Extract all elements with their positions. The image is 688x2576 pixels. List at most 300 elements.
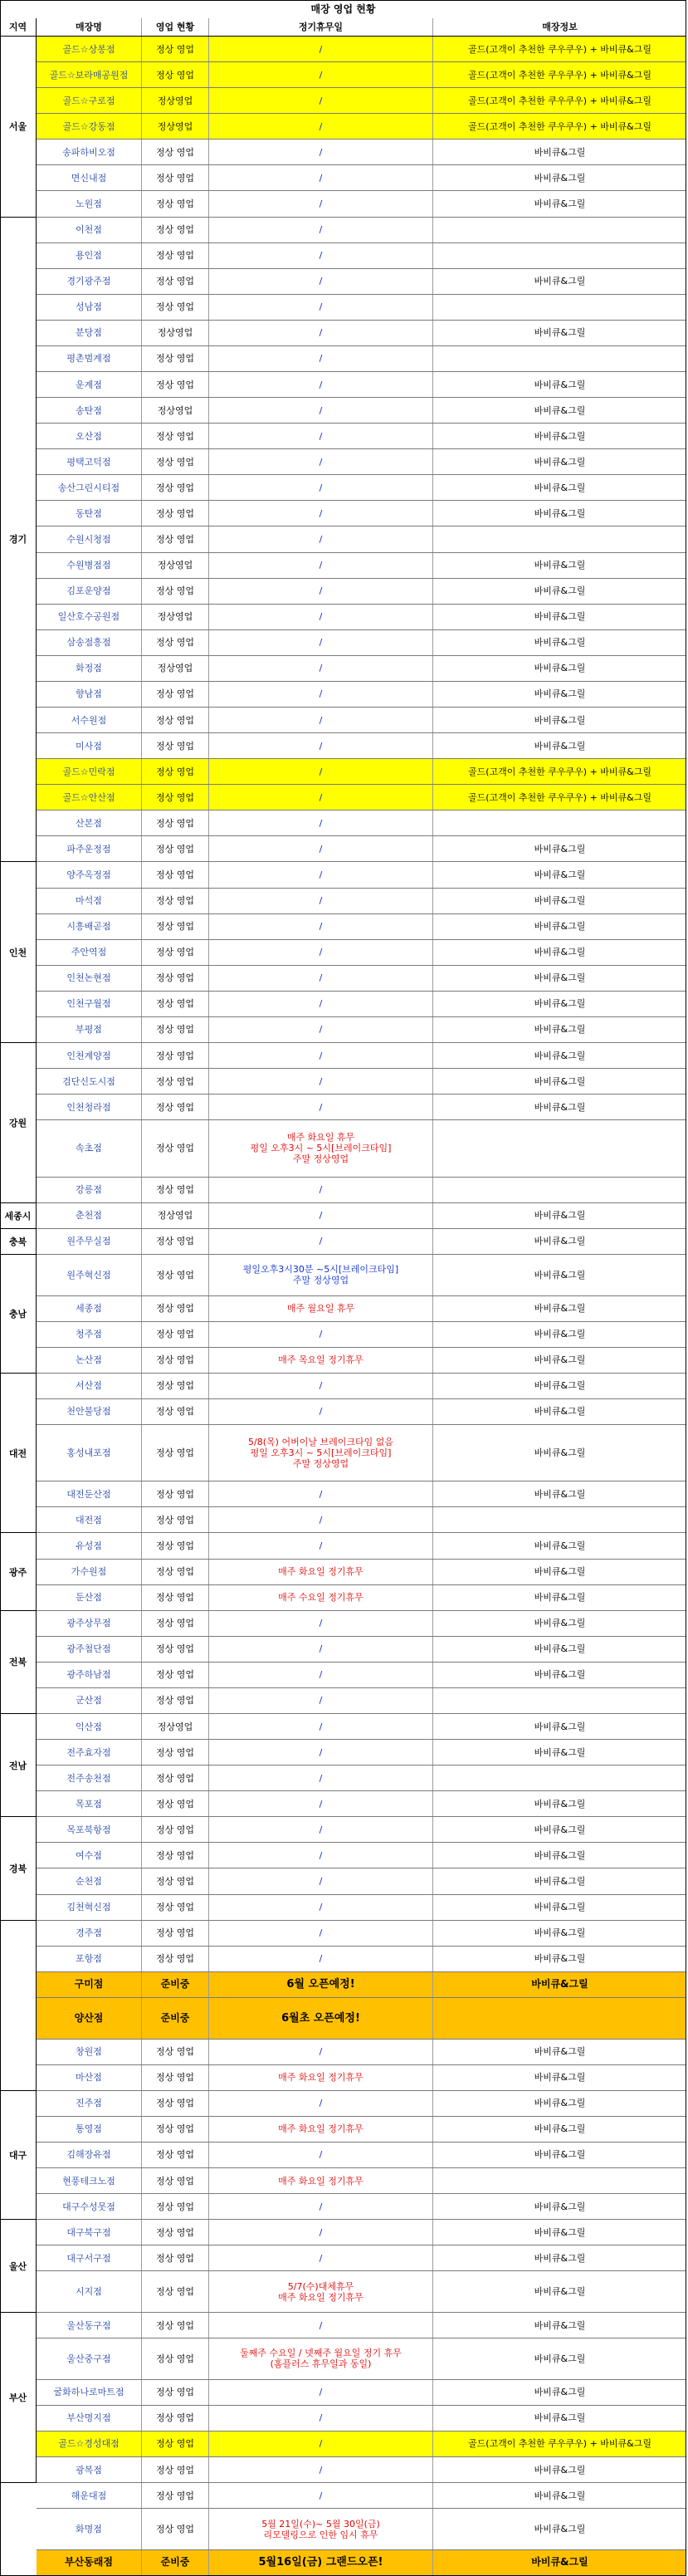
store-status: 정상영업 <box>142 321 209 345</box>
store-holiday: 매주 월요일 휴무 <box>209 1296 433 1321</box>
store-status: 정상 영업 <box>142 1425 209 1481</box>
table-row <box>37 1868 686 1894</box>
store-info: 바비큐&그릴 <box>534 637 586 649</box>
store-info: 바비큐&그릴 <box>534 1303 586 1315</box>
store-name: 강릉점 <box>37 1178 142 1202</box>
store-name: 화정점 <box>37 656 142 681</box>
store-status: 정상 영업 <box>142 1895 209 1920</box>
table-row <box>37 889 686 914</box>
store-info: 바비큐&그릴 <box>534 2149 586 2161</box>
table-row <box>37 759 686 785</box>
store-status: 정상 영업 <box>142 1348 209 1373</box>
table-row <box>37 966 686 992</box>
store-info: 바비큐&그릴 <box>534 585 586 597</box>
store-name: 골드☆상봉점 <box>37 37 142 61</box>
store-status: 정상 영업 <box>142 2483 209 2508</box>
store-holiday: / <box>209 2313 433 2338</box>
store-status: 정상 영업 <box>142 1843 209 1868</box>
store-name: 해운대점 <box>37 2483 142 2508</box>
store-name: 이천점 <box>37 218 142 242</box>
store-holiday: / <box>209 1817 433 1842</box>
store-info: 바비큐&그릴 <box>534 2226 586 2238</box>
store-status: 정상 영업 <box>142 966 209 991</box>
store-holiday: / <box>209 243 433 268</box>
store-info: 바비큐&그릴 <box>534 198 586 209</box>
table-row <box>37 372 686 398</box>
store-status: 정상 영업 <box>142 449 209 474</box>
store-info: 골드(고객이 추천한 쿠우쿠우) + 바비큐&그릴 <box>433 785 686 810</box>
region-cell: 전북 <box>0 1611 37 1714</box>
store-status: 정상 영업 <box>142 1533 209 1558</box>
store-status: 정상 영업 <box>142 2406 209 2431</box>
store-name: 현풍테크노점 <box>37 2168 142 2193</box>
table-row <box>37 1095 686 1120</box>
table-row <box>37 1120 686 1177</box>
store-info: 바비큐&그릴 <box>534 2319 586 2331</box>
store-status: 정상영업 <box>142 553 209 578</box>
store-info: 바비큐&그릴 <box>534 1746 586 1758</box>
header-info: 매장정보 <box>542 22 578 32</box>
store-name: 양산점 <box>37 1998 142 2039</box>
store-holiday: / <box>209 165 433 190</box>
store-status: 정상 영업 <box>142 1921 209 1946</box>
store-holiday: / <box>209 269 433 294</box>
store-holiday: 5/8(목) 어버이날 브레이크타임 없음 평일 오후3시 ~ 5시[브레이크타임] 주말 정상영업 <box>209 1425 433 1481</box>
store-status: 정상 영업 <box>142 862 209 887</box>
table-row <box>37 2338 686 2380</box>
store-name: 대전둔산점 <box>37 1481 142 1506</box>
table-row <box>37 733 686 759</box>
store-name: 부평점 <box>37 1017 142 1042</box>
store-name: 전주송천점 <box>37 1765 142 1790</box>
store-status: 정상 영업 <box>142 2271 209 2312</box>
store-name: 운계점 <box>37 372 142 397</box>
store-holiday: / <box>209 1229 433 1254</box>
store-status: 정상 영업 <box>142 1296 209 1321</box>
store-name: 대구수성못점 <box>37 2194 142 2219</box>
store-status: 정상 영업 <box>142 1229 209 1254</box>
store-name: 구미점 <box>37 1972 142 1997</box>
store-holiday: / <box>209 708 433 732</box>
store-holiday: / <box>209 1203 433 1228</box>
store-holiday: 매주 목요일 정기휴무 <box>209 1348 433 1373</box>
store-status: 정상 영업 <box>142 62 209 87</box>
store-name: 광주하남점 <box>37 1663 142 1687</box>
store-info: 바비큐&그릴 <box>534 2046 586 2058</box>
store-holiday: / <box>209 1069 433 1094</box>
store-status: 정상 영업 <box>142 785 209 810</box>
store-info: 바비큐&그릴 <box>534 1669 586 1681</box>
table-row <box>37 2220 686 2245</box>
store-status: 정상영업 <box>142 114 209 139</box>
store-holiday: / <box>209 2432 433 2456</box>
store-holiday: / <box>209 811 433 835</box>
table-row <box>37 2406 686 2432</box>
store-name: 부산동래점 <box>37 2550 142 2575</box>
store-holiday: / <box>209 1399 433 1424</box>
store-info: 바비큐&그릴 <box>534 2412 586 2424</box>
store-name: 송파하비오점 <box>37 140 142 164</box>
header-store: 매장명 <box>37 18 142 36</box>
store-info: 바비큐&그릴 <box>534 2098 586 2109</box>
store-name: 목포북항점 <box>37 1817 142 1842</box>
header-status: 영업 현황 <box>142 18 209 36</box>
store-status: 정상 영업 <box>142 1507 209 1532</box>
store-holiday: / <box>209 1017 433 1042</box>
store-name: 목포점 <box>37 1791 142 1816</box>
store-name: 김포운양점 <box>37 579 142 604</box>
store-name: 골드☆보라매공원점 <box>37 62 142 87</box>
store-holiday: / <box>209 114 433 139</box>
store-info: 바비큐&그릴 <box>534 1050 586 1061</box>
table-row <box>37 579 686 605</box>
store-status: 정상 영업 <box>142 889 209 913</box>
store-name: 화명점 <box>37 2509 142 2549</box>
store-status: 정상 영업 <box>142 37 209 61</box>
store-name: 일산호수공원점 <box>37 605 142 629</box>
store-info: 바비큐&그릴 <box>534 895 586 907</box>
store-name: 노원점 <box>37 191 142 216</box>
store-holiday: / <box>209 656 433 681</box>
store-name: 파주운정점 <box>37 836 142 861</box>
store-holiday: / <box>209 1714 433 1739</box>
store-info: 바비큐&그릴 <box>534 1876 586 1887</box>
store-holiday: / <box>209 475 433 500</box>
table-row <box>37 1663 686 1688</box>
store-info: 골드(고객이 추천한 쿠우쿠우) + 바비큐&그릴 <box>433 2432 686 2456</box>
store-status: 정상영업 <box>142 1203 209 1228</box>
store-status: 정상 영업 <box>142 1611 209 1636</box>
store-info: 바비큐&그릴 <box>534 1329 586 1340</box>
store-name: 청주점 <box>37 1322 142 1347</box>
store-holiday: / <box>209 2220 433 2245</box>
store-holiday: / <box>209 1791 433 1816</box>
store-name: 울산동구점 <box>37 2313 142 2338</box>
store-info: 바비큐&그릴 <box>534 1269 586 1281</box>
store-status: 정상 영업 <box>142 2194 209 2219</box>
table-row <box>37 553 686 579</box>
table-row <box>37 2143 686 2168</box>
store-info: 바비큐&그릴 <box>534 1024 586 1036</box>
store-holiday: 매주 화요일 정기휴무 <box>209 1560 433 1584</box>
table-row <box>37 165 686 191</box>
store-status: 정상 영업 <box>142 1560 209 1584</box>
store-name: 가수원점 <box>37 1560 142 1584</box>
store-name: 인천구월점 <box>37 992 142 1016</box>
table-row <box>37 1637 686 1663</box>
store-info: 바비큐&그릴 <box>534 404 586 416</box>
store-status: 정상 영업 <box>142 2509 209 2549</box>
table-row <box>37 1255 686 1296</box>
store-name: 시흥배곧점 <box>37 914 142 939</box>
store-info: 바비큐&그릴 <box>534 998 586 1010</box>
store-name: 골드☆구로점 <box>37 88 142 113</box>
store-holiday: / <box>209 1688 433 1713</box>
table-row <box>37 1425 686 1481</box>
store-holiday: / <box>209 372 433 397</box>
store-status: 정상영업 <box>142 1714 209 1739</box>
table-row <box>37 708 686 733</box>
store-info <box>433 218 686 242</box>
table-row <box>37 1507 686 1533</box>
store-holiday: / <box>209 1843 433 1868</box>
store-status: 정상 영업 <box>142 295 209 320</box>
store-holiday: 둘째주 수요일 / 넷째주 월요일 정기 휴무 (홈플러스 휴무일과 동일) <box>209 2338 433 2379</box>
table-row <box>37 62 686 88</box>
store-info: 바비큐&그릴 <box>534 1380 586 1392</box>
store-name: 검단신도시점 <box>37 1069 142 1094</box>
store-name: 골드☆안산점 <box>37 785 142 810</box>
store-holiday: / <box>209 526 433 551</box>
table-row <box>37 2550 686 2576</box>
store-name: 통영점 <box>37 2117 142 2142</box>
store-status: 정상 영업 <box>142 191 209 216</box>
store-info <box>433 1765 686 1790</box>
store-status: 정상영업 <box>142 605 209 629</box>
table-row <box>37 88 686 114</box>
store-name: 순천점 <box>37 1868 142 1893</box>
store-status: 정상 영업 <box>142 2091 209 2116</box>
table-row <box>37 37 686 62</box>
store-name: 광주상무점 <box>37 1611 142 1636</box>
store-info <box>433 295 686 320</box>
store-status: 정상영업 <box>142 656 209 681</box>
store-status: 정상 영업 <box>142 2040 209 2064</box>
store-info: 바비큐&그릴 <box>534 1236 586 1247</box>
store-status: 정상 영업 <box>142 372 209 397</box>
store-status: 정상 영업 <box>142 759 209 784</box>
store-name: 대전점 <box>37 1507 142 1532</box>
store-info: 바비큐&그릴 <box>534 663 586 674</box>
table-row <box>37 2313 686 2338</box>
store-holiday: 5월 21일(수)~ 5월 30일(금) 리모델링으로 인한 임시 휴무 <box>209 2509 433 2549</box>
store-info: 바비큐&그릴 <box>534 1927 586 1939</box>
store-name: 둔산점 <box>37 1585 142 1610</box>
region-cell: 강원 <box>0 1043 37 1203</box>
store-name: 익산점 <box>37 1714 142 1739</box>
store-holiday: 매주 화요일 정기휴무 <box>209 2065 433 2090</box>
store-name: 울산중구점 <box>37 2338 142 2379</box>
store-status: 정상 영업 <box>142 682 209 707</box>
store-status: 정상 영업 <box>142 475 209 500</box>
store-info: 바비큐&그릴 <box>534 456 586 468</box>
store-holiday: 6월 오픈예정! <box>209 1972 433 1997</box>
store-holiday: 5/7(수)대체휴무 매주 화요일 정기휴무 <box>209 2271 433 2312</box>
table-row <box>37 2245 686 2271</box>
store-name: 경주점 <box>37 1921 142 1946</box>
store-info: 바비큐&그릴 <box>534 2353 586 2364</box>
store-info: 바비큐&그릴 <box>534 482 586 493</box>
region-cell: 세종시 <box>0 1203 37 1229</box>
store-info: 바비큐&그릴 <box>534 1566 586 1578</box>
table-row <box>37 475 686 501</box>
store-info <box>433 1507 686 1532</box>
store-name: 수원병점점 <box>37 553 142 578</box>
store-status: 정상 영업 <box>142 346 209 371</box>
store-name: 미사점 <box>37 733 142 758</box>
store-info: 바비큐&그릴 <box>534 1406 586 1418</box>
table-row <box>37 526 686 552</box>
region-cell: 부산 <box>0 2313 37 2483</box>
store-info: 바비큐&그릴 <box>534 921 586 933</box>
table-row <box>37 1947 686 1972</box>
store-name: 골드☆강동점 <box>37 114 142 139</box>
table-row <box>37 1843 686 1868</box>
region-cell: 전남 <box>0 1714 37 1817</box>
store-name: 서산점 <box>37 1374 142 1398</box>
store-holiday: / <box>209 1322 433 1347</box>
store-name: 성남점 <box>37 295 142 320</box>
table-row <box>37 630 686 656</box>
store-holiday: / <box>209 1374 433 1398</box>
store-info: 바비큐&그릴 <box>534 2201 586 2212</box>
store-holiday: 매주 화요일 휴무 평일 오후3시 ~ 5시[브레이크타임] 주말 정상영업 <box>209 1120 433 1176</box>
store-info <box>433 346 686 371</box>
region-cell: 경기 <box>0 218 37 863</box>
store-status: 정상 영업 <box>142 1947 209 1971</box>
store-holiday: / <box>209 2194 433 2219</box>
store-info: 바비큐&그릴 <box>534 2464 586 2476</box>
store-holiday: / <box>209 1637 433 1662</box>
store-holiday: 매주 화요일 정기휴무 <box>209 2117 433 2142</box>
store-status: 준비중 <box>142 2550 209 2575</box>
store-status: 정상 영업 <box>142 1178 209 1202</box>
store-status: 정상 영업 <box>142 2168 209 2193</box>
store-status: 정상 영업 <box>142 218 209 242</box>
store-holiday: / <box>209 1740 433 1765</box>
store-holiday: / <box>209 1868 433 1893</box>
store-info: 바비큐&그릴 <box>534 843 586 855</box>
store-status: 정상 영업 <box>142 1817 209 1842</box>
store-holiday: 평일오후3시30분 ~5시[브레이크타임] 주말 정상영업 <box>209 1255 433 1295</box>
store-status: 정상 영업 <box>142 630 209 655</box>
store-status: 정상 영업 <box>142 1322 209 1347</box>
store-info: 바비큐&그릴 <box>534 327 586 339</box>
store-holiday: / <box>209 1765 433 1790</box>
store-holiday: / <box>209 1507 433 1532</box>
store-info <box>433 2168 686 2193</box>
table-row <box>37 191 686 217</box>
store-status: 정상 영업 <box>142 501 209 526</box>
store-holiday: / <box>209 2483 433 2508</box>
store-holiday: / <box>209 914 433 939</box>
table-row <box>37 218 686 243</box>
store-holiday: / <box>209 785 433 810</box>
table-row <box>37 398 686 424</box>
store-info: 바비큐&그릴 <box>534 1643 586 1655</box>
store-name: 향남점 <box>37 682 142 707</box>
store-info: 바비큐&그릴 <box>534 1540 586 1551</box>
region-cell: 충남 <box>0 1255 37 1374</box>
table-row <box>37 2168 686 2194</box>
region-cell: 광주 <box>0 1533 37 1610</box>
header-region: 지역 <box>0 18 37 36</box>
table-row <box>37 2194 686 2220</box>
region-cell: 대전 <box>0 1374 37 1534</box>
store-status: 정상 영업 <box>142 1791 209 1816</box>
store-status: 정상 영업 <box>142 1688 209 1713</box>
store-info: 바비큐&그릴 <box>534 2252 586 2264</box>
store-name: 송탄점 <box>37 398 142 423</box>
store-info: 바비큐&그릴 <box>534 688 586 700</box>
store-name: 산본점 <box>37 811 142 835</box>
table-header <box>0 18 686 37</box>
store-info: 바비큐&그릴 <box>534 1592 586 1604</box>
store-name: 인천청라점 <box>37 1095 142 1119</box>
store-status: 정상 영업 <box>142 1765 209 1790</box>
table-row <box>37 1585 686 1611</box>
store-info: 바비큐&그릴 <box>534 1721 586 1732</box>
table-row <box>37 836 686 862</box>
table-row <box>37 2509 686 2550</box>
store-holiday: / <box>209 2406 433 2431</box>
table-row <box>37 1322 686 1348</box>
store-name: 삼송점흥점 <box>37 630 142 655</box>
store-info: 바비큐&그릴 <box>534 947 586 958</box>
table-row <box>37 1895 686 1921</box>
store-name: 광주첨단점 <box>37 1637 142 1662</box>
store-status: 정상 영업 <box>142 1399 209 1424</box>
store-holiday: / <box>209 630 433 655</box>
store-name: 경기광주점 <box>37 269 142 294</box>
table-row <box>37 2271 686 2313</box>
table-row <box>37 2457 686 2483</box>
table-row <box>37 2483 686 2509</box>
store-holiday: / <box>209 398 433 423</box>
store-info <box>433 811 686 835</box>
store-name: 골드☆민락점 <box>37 759 142 784</box>
table-row <box>37 1229 686 1255</box>
store-info: 바비큐&그릴 <box>534 1488 586 1500</box>
store-status: 정상 영업 <box>142 579 209 604</box>
store-info: 바비큐&그릴 <box>534 1953 586 1965</box>
store-status: 정상 영업 <box>142 2117 209 2142</box>
store-holiday: / <box>209 449 433 474</box>
store-holiday: / <box>209 966 433 991</box>
store-holiday: / <box>209 836 433 861</box>
table-row <box>37 1611 686 1637</box>
store-holiday: 5월16일(금) 그랜드오픈! <box>209 2550 433 2575</box>
table-row <box>37 295 686 321</box>
store-status: 정상 영업 <box>142 269 209 294</box>
table-row <box>37 2040 686 2065</box>
store-info: 골드(고객이 추천한 쿠우쿠우) + 바비큐&그릴 <box>433 759 686 784</box>
table-row <box>37 424 686 449</box>
store-info: 바비큐&그릴 <box>534 1101 586 1113</box>
store-name: 군산점 <box>37 1688 142 1713</box>
store-status: 정상 영업 <box>142 940 209 965</box>
store-info: 바비큐&그릴 <box>534 1354 586 1366</box>
store-name: 속초점 <box>37 1120 142 1176</box>
table-row <box>37 1560 686 1585</box>
region-cell: 울산 <box>0 2220 37 2313</box>
table-row <box>37 682 686 708</box>
store-info: 바비큐&그릴 <box>534 2490 586 2501</box>
store-info: 골드(고객이 추천한 쿠우쿠우) + 바비큐&그릴 <box>433 114 686 139</box>
table-row <box>37 501 686 526</box>
store-info <box>433 526 686 551</box>
store-status: 정상 영업 <box>142 1481 209 1506</box>
store-status: 정상 영업 <box>142 914 209 939</box>
store-holiday: / <box>209 2380 433 2405</box>
store-name: 김해장유점 <box>37 2143 142 2167</box>
store-status: 정상 영업 <box>142 708 209 732</box>
store-status: 정상 영업 <box>142 992 209 1016</box>
store-holiday: / <box>209 37 433 61</box>
store-info: 바비큐&그릴 <box>534 611 586 623</box>
store-name: 대구서구점 <box>37 2245 142 2270</box>
store-holiday: / <box>209 1611 433 1636</box>
